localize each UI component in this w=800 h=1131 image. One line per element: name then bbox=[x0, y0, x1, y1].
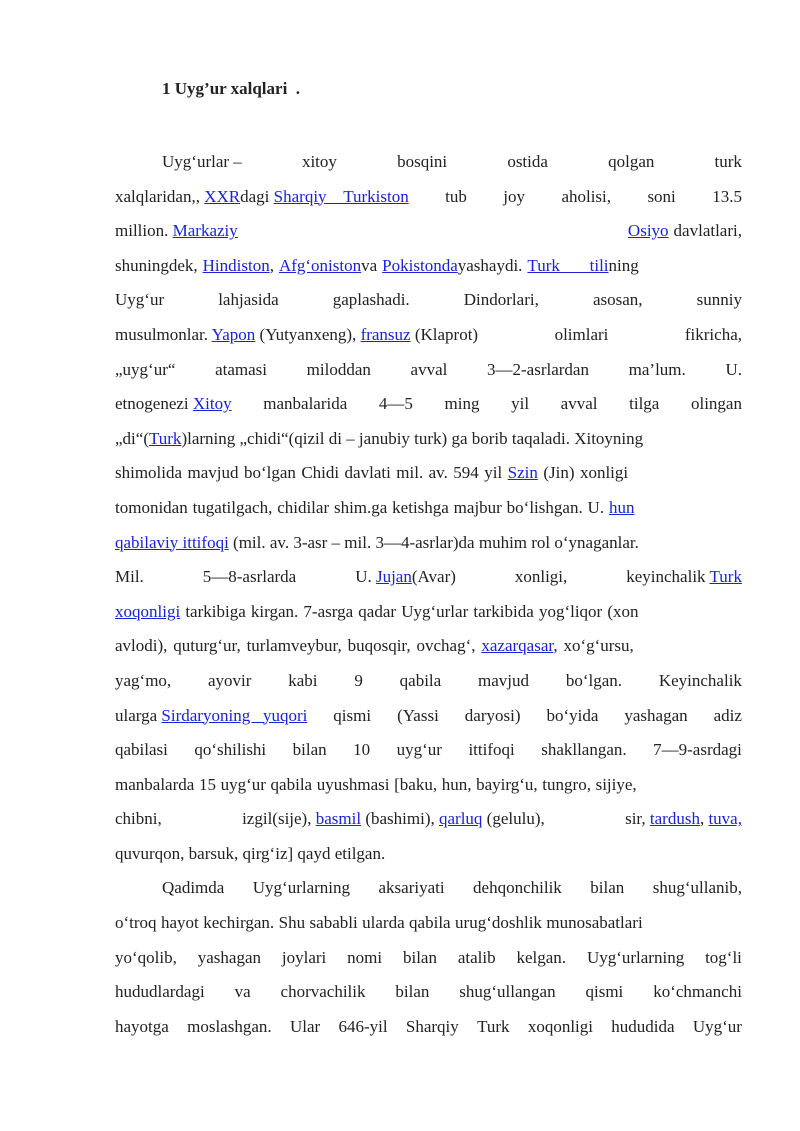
text-fragment: ning bbox=[608, 255, 639, 275]
section-heading: 1 Uyg’ur xalqlari . bbox=[162, 79, 301, 98]
link-xazarqasar[interactable]: xazarqasar bbox=[481, 636, 554, 656]
text-fragment: o‘troq hayot kechirgan. Shu sababli ularda qabila urug‘doshlik munosabatlari bbox=[115, 913, 643, 933]
word: ming bbox=[444, 394, 480, 414]
line-segment bbox=[115, 214, 669, 249]
word: yashaydi. bbox=[457, 255, 523, 275]
word: atamasi bbox=[215, 359, 267, 379]
line-segment bbox=[115, 699, 307, 734]
word: shuningdek, bbox=[115, 255, 198, 275]
text-line bbox=[115, 733, 742, 768]
text-fragment: (gelulu), bbox=[486, 809, 545, 829]
word: qismi bbox=[585, 982, 624, 1002]
word: 9 bbox=[354, 670, 363, 690]
link-basmil[interactable]: basmil bbox=[315, 809, 362, 829]
text-line bbox=[115, 975, 742, 1010]
word: yo‘qolib, bbox=[115, 947, 177, 967]
line-segment bbox=[242, 802, 545, 837]
text-line bbox=[115, 664, 742, 699]
link-tardush[interactable]: tardush bbox=[649, 809, 700, 829]
word: chorvachilik bbox=[280, 982, 366, 1002]
text-line bbox=[115, 699, 742, 734]
word: tub bbox=[445, 186, 467, 206]
text-line bbox=[115, 456, 742, 491]
text-fragment: izgil(sije), bbox=[242, 809, 312, 829]
text-fragment: etnogenezi bbox=[115, 394, 189, 414]
word: olingan bbox=[690, 394, 742, 414]
link-sirdaryoning-yuqori[interactable]: Sirdaryoning yuqori bbox=[161, 705, 308, 725]
text-fragment: sir, bbox=[625, 809, 646, 829]
word: turk bbox=[714, 152, 742, 171]
text-fragment: million. bbox=[115, 221, 169, 241]
word: moslashgan. bbox=[187, 1016, 272, 1036]
word: kabi bbox=[288, 670, 318, 690]
word: bilan bbox=[395, 982, 430, 1002]
text-line bbox=[115, 837, 742, 872]
word: daryosi) bbox=[464, 705, 521, 725]
word: 646-yil bbox=[338, 1016, 388, 1036]
text-line bbox=[115, 318, 742, 353]
word: aksariyati bbox=[378, 878, 445, 898]
text-fragment: (Yutyanxeng), bbox=[259, 324, 357, 344]
text-line bbox=[115, 768, 742, 803]
word: xitoy bbox=[301, 152, 337, 171]
text-fragment: avlodi), quturg‘ur, turlamveybur, buqosqir, ovchag‘, bbox=[115, 636, 476, 656]
word: Qadimda bbox=[162, 878, 225, 898]
line-segment bbox=[626, 560, 742, 595]
word: 3—2-asrlardan bbox=[487, 359, 589, 379]
word: ittifoqi bbox=[468, 740, 515, 760]
word: ostida bbox=[507, 152, 548, 171]
word: hayotga bbox=[115, 1016, 169, 1036]
word: davlatlari, bbox=[673, 221, 742, 241]
link-hindiston[interactable]: Hindiston bbox=[202, 255, 270, 275]
word: joy bbox=[503, 186, 526, 206]
word: Uyg‘urlarning bbox=[252, 878, 351, 898]
text-fragment: shimolida mavjud bo‘lgan Chidi davlati mil. av. 594 yil bbox=[115, 463, 503, 483]
word: olimlari bbox=[554, 324, 609, 344]
text-fragment: quvurqon, barsuk, qirg‘iz] qayd etilgan. bbox=[115, 843, 386, 863]
word: Uyg‘ur bbox=[115, 290, 165, 310]
link-xitoy[interactable]: Xitoy bbox=[192, 394, 232, 414]
line-segment bbox=[203, 249, 274, 284]
word: Uyg‘urlar – bbox=[162, 152, 242, 171]
word: bilan bbox=[292, 740, 327, 760]
word: qabila bbox=[399, 670, 442, 690]
line-segment bbox=[625, 802, 742, 837]
word: qabilasi bbox=[115, 740, 168, 760]
line-segment bbox=[115, 318, 478, 353]
line-segment bbox=[115, 629, 634, 664]
word: ko‘chmanchi bbox=[653, 982, 742, 1002]
word: Dindorlari, bbox=[463, 290, 539, 310]
line-segment bbox=[115, 595, 639, 630]
text-line bbox=[115, 595, 742, 630]
text-line bbox=[115, 249, 742, 284]
word: Turk bbox=[477, 1016, 510, 1036]
word: avval bbox=[410, 359, 448, 379]
text-fragment: U. bbox=[355, 567, 372, 587]
text-fragment: ularga bbox=[115, 705, 158, 725]
body-text bbox=[115, 145, 742, 1044]
word: qolgan bbox=[608, 152, 655, 171]
text-line bbox=[115, 526, 742, 561]
text-fragment: (bashimi), bbox=[365, 809, 435, 829]
link-turk-2[interactable]: Turk bbox=[709, 567, 742, 587]
word: avval bbox=[560, 394, 598, 414]
word: kelgan. bbox=[516, 947, 567, 967]
word: 5—8-asrlarda bbox=[202, 567, 297, 587]
text-line bbox=[115, 353, 742, 388]
line-segment bbox=[115, 180, 409, 215]
word: aholisi, bbox=[561, 186, 612, 206]
word: Uyg‘ur bbox=[692, 1016, 742, 1036]
word: 13.5 bbox=[712, 186, 742, 206]
word: shakllangan. bbox=[541, 740, 627, 760]
word: ayovir bbox=[208, 670, 252, 690]
text-fragment: keyinchalik bbox=[626, 567, 706, 587]
word: Keyinchalik bbox=[658, 670, 742, 690]
word: va bbox=[361, 255, 378, 275]
link-tuva[interactable]: tuva, bbox=[708, 809, 742, 829]
word: adiz bbox=[713, 705, 742, 725]
word: fikricha, bbox=[684, 324, 742, 344]
text-line bbox=[115, 941, 742, 976]
text-line bbox=[115, 629, 742, 664]
text-fragment: dagi bbox=[240, 186, 270, 206]
link-markaziy-osiyo[interactable] bbox=[173, 214, 669, 249]
link-hun[interactable]: hun bbox=[608, 497, 635, 517]
word: Ular bbox=[289, 1016, 321, 1036]
text-line bbox=[115, 180, 742, 215]
text-fragment: (Klaprot) bbox=[414, 324, 479, 344]
word: qismi bbox=[333, 705, 372, 725]
word: ma’lum. bbox=[628, 359, 686, 379]
line-segment bbox=[355, 560, 456, 595]
line-segment bbox=[527, 249, 638, 284]
word: xoqonligi bbox=[527, 1016, 593, 1036]
word: bilan bbox=[402, 947, 437, 967]
word: shug‘ullanib, bbox=[652, 878, 742, 898]
text-line bbox=[115, 283, 742, 318]
word: dehqonchilik bbox=[473, 878, 562, 898]
text-fragment: tarkibiga kirgan. 7-asrga qadar Uyg‘urlar tarkibida yog‘liqor (xon bbox=[185, 601, 639, 621]
word: tog‘li bbox=[705, 947, 742, 967]
link-jujan[interactable]: Jujan bbox=[375, 567, 412, 587]
word: atalib bbox=[457, 947, 496, 967]
text-fragment: musulmonlar. bbox=[115, 324, 209, 344]
word: uyg‘ur bbox=[396, 740, 442, 760]
word: bo‘lgan. bbox=[565, 670, 623, 690]
word: soni bbox=[647, 186, 676, 206]
word: yag‘mo, bbox=[115, 670, 172, 690]
text-line bbox=[115, 802, 742, 837]
text-line bbox=[115, 214, 742, 249]
link-text: Markaziy bbox=[172, 221, 238, 241]
word: nomi bbox=[347, 947, 383, 967]
word: yashagan bbox=[624, 705, 688, 725]
word: Uyg‘urlarning bbox=[586, 947, 685, 967]
word: sunniy bbox=[696, 290, 742, 310]
word: gaplashadi. bbox=[332, 290, 410, 310]
word: qo‘shilishi bbox=[194, 740, 267, 760]
text-fragment: manbalarda 15 uyg‘ur qabila uyushmasi [baku, hun, bayirg‘u, tungro, sijiye, bbox=[115, 774, 637, 794]
word: 7—9-asrdagi bbox=[653, 740, 742, 760]
line-segment bbox=[115, 387, 232, 422]
text-fragment: tomonidan tugatilgach, chidilar shim.ga ketishga majbur bo‘lishgan. U. bbox=[115, 497, 605, 517]
text-fragment: „di“( bbox=[115, 428, 149, 448]
link-yapon[interactable]: Yapon bbox=[211, 324, 256, 344]
text-fragment: )larning „chidi“(qizil di – janubiy turk) ga borib taqaladi. Xitoyning bbox=[181, 428, 644, 448]
word: asosan, bbox=[592, 290, 643, 310]
line-segment bbox=[115, 422, 643, 457]
word: U. bbox=[725, 359, 742, 379]
text-fragment: (Avar) bbox=[411, 567, 456, 587]
text-line bbox=[115, 560, 742, 595]
text-line bbox=[115, 145, 742, 180]
word: chibni, bbox=[115, 809, 162, 829]
word: shug‘ullangan bbox=[459, 982, 556, 1002]
word: Mil. bbox=[115, 567, 144, 587]
word: 10 bbox=[353, 740, 371, 760]
word: 4—5 bbox=[378, 394, 413, 414]
link-xxr[interactable]: XXR bbox=[204, 186, 241, 206]
link-pokistonda[interactable]: Pokistonda bbox=[382, 255, 458, 275]
line-segment bbox=[115, 491, 634, 526]
word: miloddan bbox=[306, 359, 371, 379]
link-turk[interactable]: Turk bbox=[148, 428, 182, 448]
line-segment bbox=[115, 526, 639, 561]
text-fragment: xalqlaridan,, bbox=[115, 186, 200, 206]
word: hududlardagi bbox=[115, 982, 205, 1002]
word: manbalarida bbox=[263, 394, 348, 414]
text-fragment: , xo‘g‘ursu, bbox=[553, 636, 634, 656]
text-line bbox=[115, 871, 742, 906]
word: Sharqiy bbox=[405, 1016, 459, 1036]
text-line bbox=[115, 906, 742, 941]
text-fragment: , bbox=[699, 809, 705, 829]
word: mavjud bbox=[478, 670, 530, 690]
word: tilga bbox=[629, 394, 660, 414]
word: joylari bbox=[281, 947, 327, 967]
link-fransuz[interactable]: fransuz bbox=[360, 324, 411, 344]
text-line bbox=[115, 491, 742, 526]
word: „uyg‘ur“ bbox=[115, 359, 176, 379]
text-fragment: (Jin) xonligi bbox=[543, 463, 629, 483]
word: hududida bbox=[611, 1016, 675, 1036]
word: yil bbox=[511, 394, 530, 414]
link-text: Osiyo bbox=[627, 221, 669, 241]
text-line bbox=[115, 387, 742, 422]
text-line bbox=[115, 422, 742, 457]
word: bilan bbox=[590, 878, 625, 898]
link-qabilaviy-ittifoqi[interactable]: qabilaviy ittifoqi bbox=[115, 532, 229, 552]
link-qarluq[interactable]: qarluq bbox=[438, 809, 483, 829]
link-turk-tili[interactable]: Turk tili bbox=[527, 255, 609, 275]
link-szin[interactable]: Szin bbox=[507, 463, 538, 483]
text-line bbox=[115, 1010, 742, 1045]
word: xonligi, bbox=[514, 567, 568, 587]
link-sharqiy-turkiston[interactable]: Sharqiy Turkiston bbox=[273, 186, 409, 206]
word: bosqini bbox=[397, 152, 448, 171]
word: va bbox=[234, 982, 251, 1002]
link-afgoniston[interactable]: Afg‘oniston bbox=[278, 255, 362, 275]
word: bo‘yida bbox=[546, 705, 599, 725]
line-segment bbox=[115, 456, 628, 491]
text-fragment: (mil. av. 3-asr – mil. 3—4-asrlar)da muhim rol o‘ynaganlar. bbox=[233, 532, 639, 552]
word: yashagan bbox=[197, 947, 261, 967]
word: (Yassi bbox=[397, 705, 439, 725]
link-xoqonligi[interactable]: xoqonligi bbox=[115, 601, 181, 621]
text-fragment: , bbox=[269, 255, 274, 275]
word: lahjasida bbox=[218, 290, 279, 310]
